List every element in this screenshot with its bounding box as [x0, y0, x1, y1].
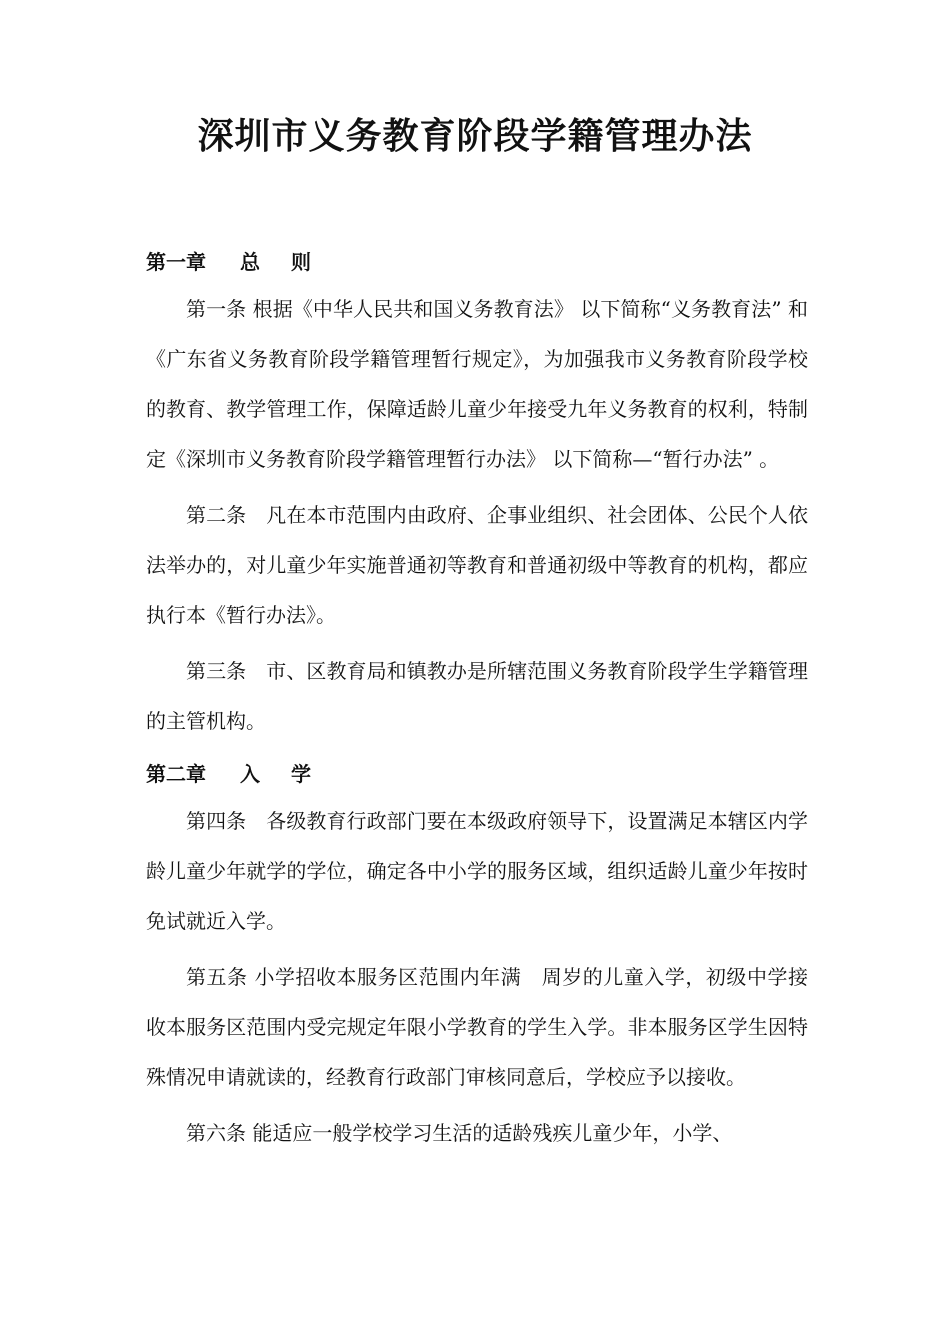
article-paragraph: 第六条 能适应一般学校学习生活的适龄残疾儿童少年，小学、	[186, 1121, 733, 1145]
chapter-number: 第二章	[146, 762, 206, 786]
chapter-name: 入 学	[240, 762, 323, 786]
chapter-name: 总 则	[240, 250, 323, 274]
article-paragraph: 第一条 根据《中华人民共和国义务教育法》 以下简称“义务教育法” 和《广东省义务教育阶段学籍管理暂行规定》，为加强我市义务教育阶段学校的教育、教学管理工作，保障适龄儿童少年接受九年义务教育的权利，特制定《深圳市义务教育阶段学籍管理暂行办法》 以下简称—“暂行办法” 。	[146, 297, 808, 471]
article-paragraph: 第五条 小学招收本服务区范围内年满 周岁的儿童入学，初级中学接收本服务区范围内受完规定年限小学教育的学生入学。非本服务区学生因特殊情况申请就读的，经教育行政部门审核同意后，学校应予以接收。	[146, 965, 808, 1089]
document-body	[146, 240, 808, 1164]
chapter-heading	[146, 240, 808, 284]
chapter-heading	[146, 752, 808, 796]
document-title: 深圳市义务教育阶段学籍管理办法	[197, 115, 753, 157]
article-paragraph: 第四条 各级教育行政部门要在本级政府领导下，设置满足本辖区内学龄儿童少年就学的学位，确定各中小学的服务区域，组织适龄儿童少年按时免试就近入学。	[146, 809, 808, 933]
article-paragraph: 第三条 市、区教育局和镇教办是所辖范围义务教育阶段学生学籍管理的主管机构。	[146, 659, 808, 733]
article-paragraph: 第二条 凡在本市范围内由政府、企事业组织、社会团体、公民个人依法举办的，对儿童少年实施普通初等教育和普通初级中等教育的机构，都应执行本《暂行办法》。	[146, 503, 808, 627]
chapter-number: 第一章	[146, 250, 206, 274]
